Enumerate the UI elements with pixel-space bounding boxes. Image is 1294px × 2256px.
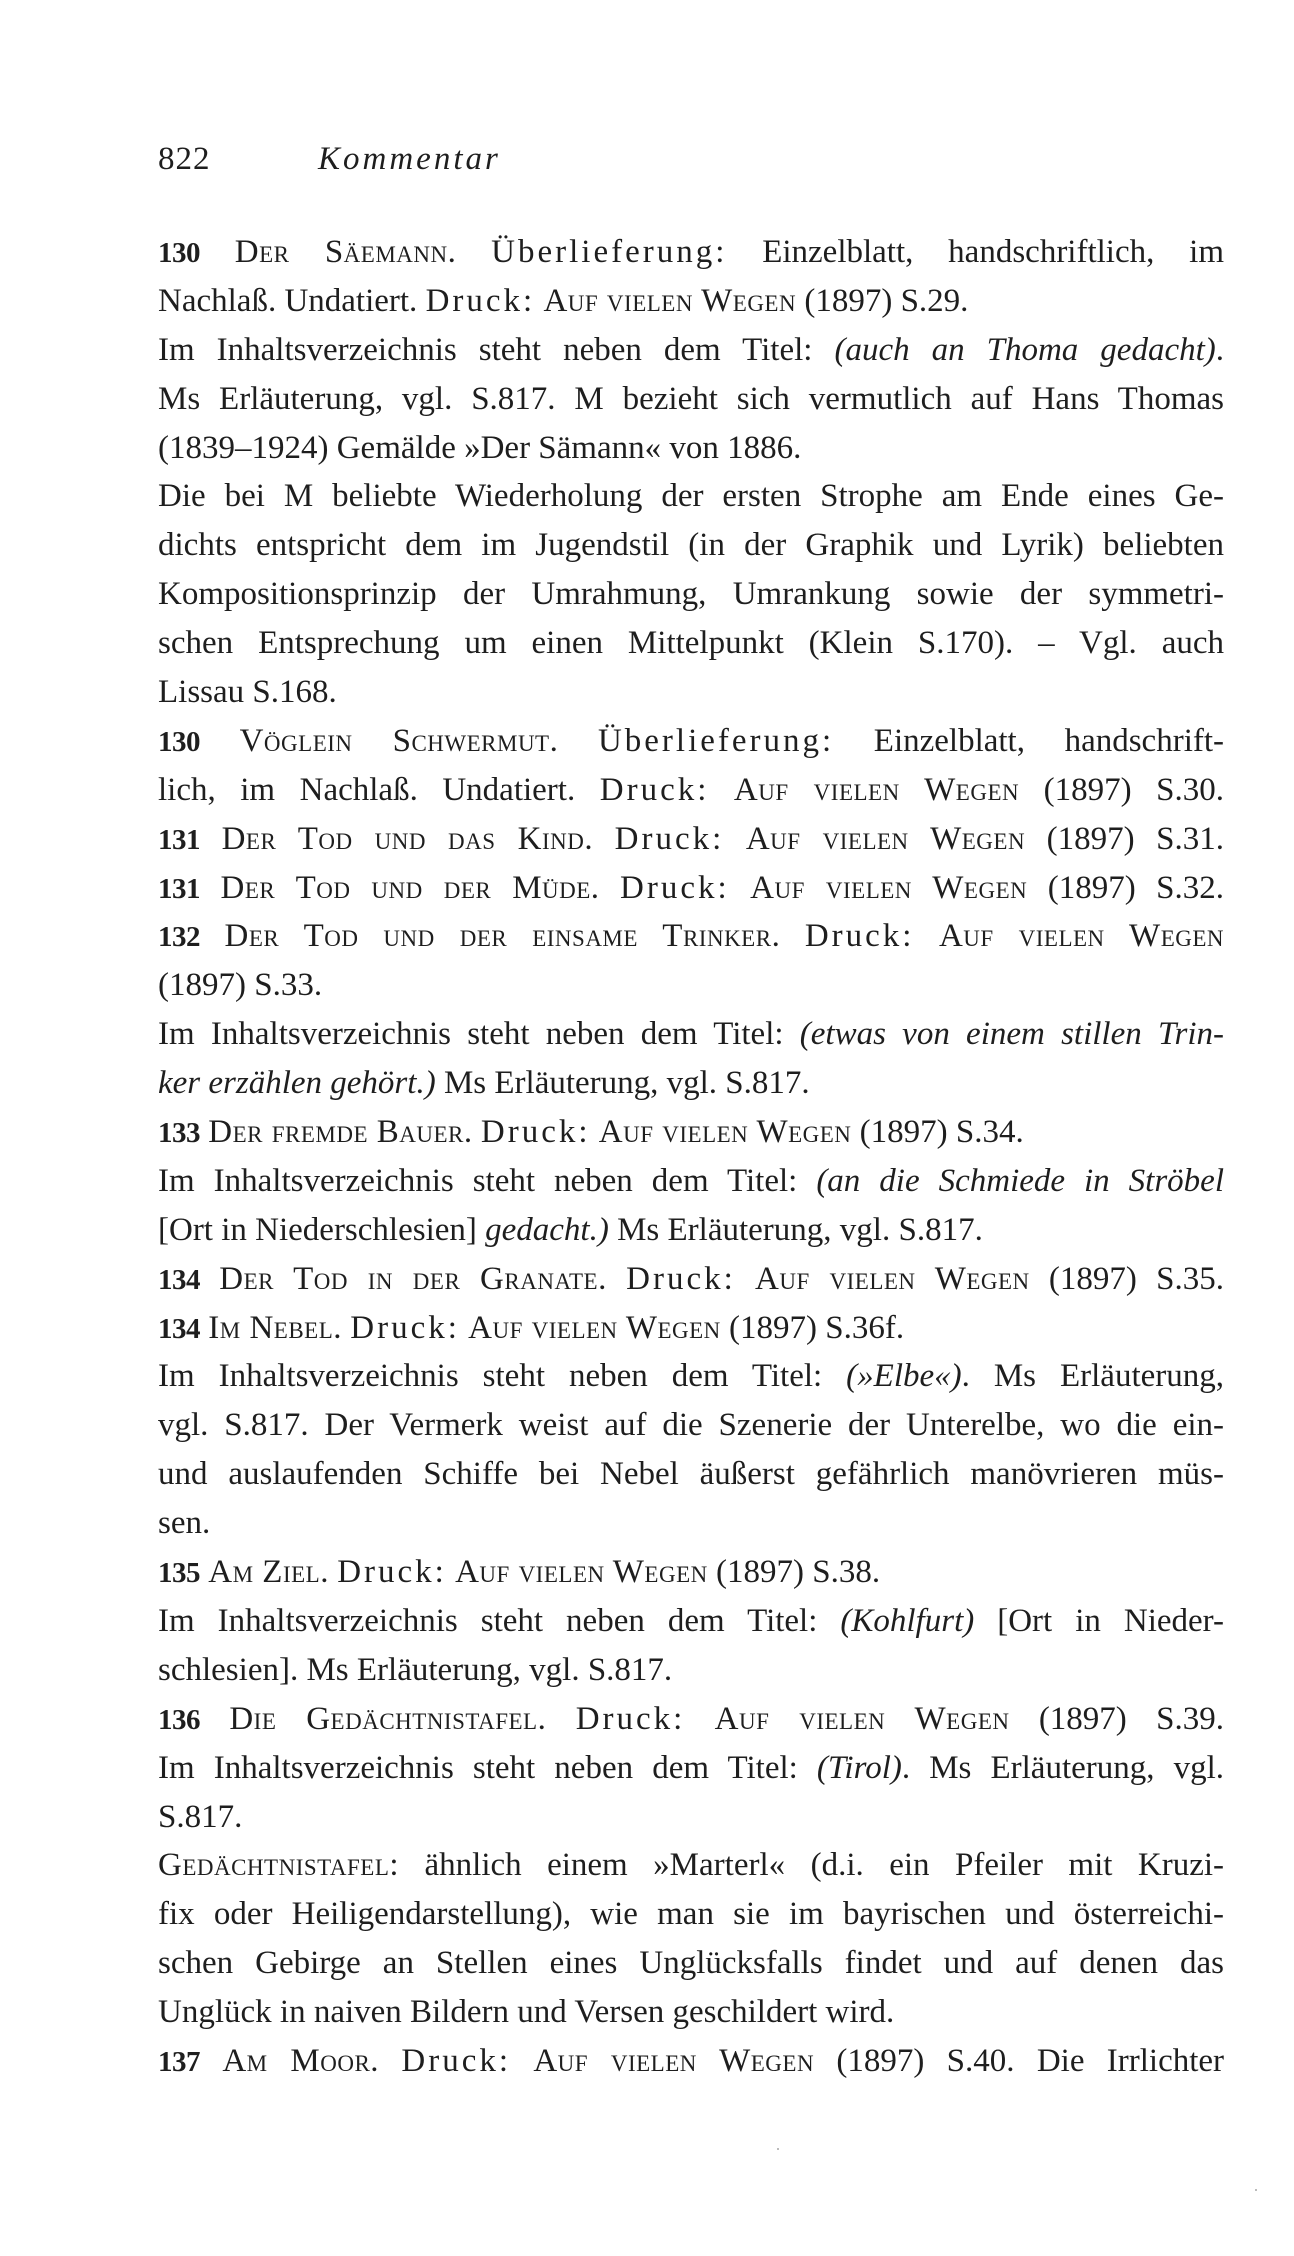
text-segment [736, 1261, 755, 1297]
text-segment [600, 870, 620, 906]
text-segment: Nachlaß. Undatiert. [158, 282, 426, 319]
entry-number: 131 [158, 872, 200, 905]
small-caps-title: Auf vielen Wegen [938, 918, 1224, 955]
text-segment: (1897) S.32. [1027, 869, 1224, 906]
italic-note: (Tirol) [816, 1749, 902, 1786]
text-line [158, 912, 1224, 961]
spaced-label: Druck: [401, 2042, 512, 2079]
text-segment: [Ort in Niederschlesien] [158, 1211, 486, 1248]
small-caps-title: Der Säemann. [234, 234, 457, 270]
italic-note: gedacht.) [485, 1211, 609, 1248]
scan-speck [777, 2148, 779, 2150]
spaced-label: Druck: [425, 282, 536, 319]
text-segment [685, 1701, 714, 1737]
spaced-label: Überlieferung: [491, 234, 728, 270]
text-segment [709, 772, 734, 808]
text-segment: Ms Erläuterung, vgl. S.817. M bezieht sich vermutlich auf Hans Thomas [158, 380, 1224, 417]
small-caps-title: Der Tod und der einsame Trinker. [224, 918, 781, 955]
text-line [158, 668, 1224, 717]
text-line [158, 570, 1224, 619]
italic-note: ker erzählen gehört.) [158, 1065, 436, 1102]
text-segment: . [1215, 331, 1224, 368]
small-caps-title: Am Ziel. [208, 1554, 329, 1591]
small-caps-title: Auf vielen Wegen [455, 1554, 708, 1591]
text-line [158, 1010, 1224, 1059]
text-line [158, 864, 1224, 913]
text-line [158, 1646, 1224, 1695]
text-segment: Ms Erläuterung, vgl. S.817. [608, 1211, 983, 1248]
small-caps-title: Auf vielen Wegen [745, 820, 1026, 857]
text-segment: (1897) S.33. [158, 967, 323, 1004]
text-segment: (1897) S.36f. [720, 1309, 905, 1346]
text-line [158, 1744, 1224, 1793]
small-caps-title: Auf vielen Wegen [533, 2042, 815, 2079]
spaced-label: Druck: [626, 1260, 736, 1297]
entry-number: 135 [158, 1557, 200, 1590]
text-segment: S.817. [158, 1798, 243, 1835]
text-segment [200, 1701, 229, 1737]
text-segment: (1897) S.38. [707, 1554, 881, 1591]
text-segment: (1897) S.34. [851, 1114, 1024, 1151]
text-segment [200, 918, 224, 954]
text-segment: dichts entspricht dem im Jugendstil (in der Graphik und Lyrik) beliebten [158, 527, 1224, 564]
text-line [158, 277, 1224, 326]
commentary-body [158, 228, 1224, 2086]
text-segment: (1897) S.39. [1009, 1700, 1224, 1737]
text-segment: Im Inhaltsverzeichnis steht neben dem Titel: [158, 1162, 817, 1199]
text-segment: (1897) S.29. [796, 282, 969, 319]
text-segment [200, 1261, 219, 1297]
text-segment [460, 1310, 468, 1346]
text-line [158, 1108, 1224, 1157]
entry-number: 134 [158, 1263, 200, 1296]
italic-note: (auch an Thoma gedacht) [834, 331, 1216, 368]
text-line [158, 1695, 1224, 1744]
entry-number: 137 [158, 2045, 200, 2078]
text-line [158, 1841, 1224, 1890]
text-line [158, 1988, 1224, 2037]
text-segment: Einzelblatt, handschrift- [834, 722, 1224, 759]
text-segment: Im Inhaltsverzeichnis steht neben dem Titel: [158, 1602, 841, 1639]
entry-number: 136 [158, 1703, 200, 1736]
text-segment: Im Inhaltsverzeichnis steht neben dem Titel: [158, 331, 835, 368]
spaced-label: Druck: [575, 1700, 686, 1737]
text-segment: (1897) S.30. [1019, 771, 1224, 808]
text-segment [200, 870, 220, 906]
small-caps-title: Gedächtnistafel: [158, 1847, 400, 1884]
text-segment [607, 1261, 626, 1297]
text-segment [724, 821, 746, 857]
page-number: 822 [158, 141, 211, 177]
text-segment: schen Entsprechung um einen Mittelpunkt (Klein S.170). – Vgl. auch [158, 625, 1224, 662]
text-line [158, 1401, 1224, 1450]
text-segment: Lissau S.168. [158, 674, 337, 711]
small-caps-title: Die Gedächtnistafel. [229, 1700, 547, 1737]
text-segment: Im Inhaltsverzeichnis steht neben dem Titel: [158, 1016, 800, 1053]
entry-number: 130 [158, 237, 200, 269]
text-line [158, 1939, 1224, 1988]
text-segment [558, 723, 598, 759]
spaced-label: Druck: [614, 820, 725, 857]
text-segment [447, 1554, 455, 1590]
text-line [158, 1255, 1224, 1304]
text-line [158, 472, 1224, 521]
text-line [158, 1059, 1224, 1108]
text-segment [200, 723, 240, 759]
text-segment: vgl. S.817. Der Vermerk weist auf die Szenerie der Unterelbe, wo die ein- [158, 1407, 1224, 1444]
spaced-label: Druck: [599, 771, 710, 808]
text-line [158, 1499, 1224, 1548]
text-segment [200, 821, 222, 857]
small-caps-title: Auf vielen Wegen [598, 1114, 852, 1151]
text-segment: Im Inhaltsverzeichnis steht neben dem Titel: [158, 1749, 817, 1786]
small-caps-title: Der Tod und das Kind. [221, 820, 594, 857]
text-segment [511, 2043, 533, 2079]
entry-number: 132 [158, 921, 200, 954]
text-line [158, 1597, 1224, 1646]
text-line [158, 375, 1224, 424]
text-line [158, 2037, 1224, 2086]
text-segment [546, 1701, 575, 1737]
text-segment [593, 821, 615, 857]
small-caps-title: Der Tod in der Granate. [219, 1260, 607, 1297]
small-caps-title: Im Nebel. [208, 1309, 343, 1346]
text-segment: (1897) S.35. [1029, 1260, 1224, 1297]
text-segment: (1839–1924) Gemälde »Der Sämann« von 1886. [158, 429, 802, 466]
text-segment [200, 2043, 222, 2079]
text-line [158, 1548, 1224, 1597]
entry-number: 130 [158, 725, 200, 758]
text-line [158, 961, 1224, 1010]
text-segment: . Ms Erläuterung, [961, 1358, 1224, 1395]
text-line [158, 1206, 1224, 1255]
text-segment [780, 918, 804, 954]
small-caps-title: Der fremde Bauer. [208, 1114, 473, 1151]
text-segment [379, 2043, 401, 2079]
text-line [158, 1793, 1224, 1842]
text-segment [200, 234, 235, 270]
text-line [158, 619, 1224, 668]
text-segment: ähnlich einem »Marterl« (d.i. ein Pfeiler mit Kruzi- [399, 1847, 1224, 1884]
text-segment [456, 234, 491, 270]
spaced-label: Druck: [480, 1114, 591, 1151]
text-line [158, 1304, 1224, 1353]
text-segment: schlesien]. Ms Erläuterung, vgl. S.817. [158, 1651, 673, 1688]
spaced-label: Druck: [620, 869, 730, 906]
text-line [158, 1352, 1224, 1401]
text-segment: lich, im Nachlaß. Undatiert. [158, 771, 600, 808]
small-caps-title: Am Moor. [222, 2042, 380, 2079]
small-caps-title: Vöglein Schwermut. [239, 722, 559, 759]
text-line [158, 521, 1224, 570]
text-segment: Kompositionsprinzip der Umrahmung, Umrankung sowie der symmetri- [158, 576, 1224, 613]
text-segment [200, 1310, 208, 1346]
text-segment [730, 870, 750, 906]
text-segment [200, 1554, 208, 1590]
spaced-label: Druck: [337, 1554, 447, 1591]
spaced-label: Druck: [804, 918, 915, 955]
text-segment [591, 1114, 599, 1150]
text-segment: [Ort in Nieder- [974, 1602, 1224, 1639]
entry-number: 133 [158, 1117, 200, 1150]
text-segment [329, 1554, 337, 1590]
text-line [158, 717, 1224, 766]
small-caps-title: Auf vielen Wegen [468, 1309, 721, 1346]
italic-note: (»Elbe«) [846, 1358, 962, 1395]
entry-number: 131 [158, 823, 200, 856]
text-segment: (1897) S.31. [1025, 820, 1224, 857]
text-segment: Die bei M beliebte Wiederholung der ersten Strophe am Ende eines Ge- [158, 478, 1224, 515]
text-segment [200, 1114, 208, 1150]
running-head-title: Kommentar [318, 141, 501, 177]
entry-number: 134 [158, 1312, 200, 1345]
text-line [158, 326, 1224, 375]
text-segment: . Ms Erläuterung, vgl. [901, 1749, 1224, 1786]
spaced-label: Druck: [350, 1309, 460, 1346]
text-segment: Einzelblatt, handschriftlich, im [727, 234, 1224, 270]
text-segment: sen. [158, 1505, 211, 1542]
small-caps-title: Auf vielen Wegen [543, 282, 797, 319]
italic-note: (Kohlfurt) [840, 1602, 975, 1639]
small-caps-title: Auf vielen Wegen [750, 869, 1028, 906]
text-segment: und auslaufenden Schiffe bei Nebel äußerst gefährlich manövrieren müs- [158, 1456, 1224, 1493]
text-line [158, 1890, 1224, 1939]
text-segment: Ms Erläuterung, vgl. S.817. [435, 1065, 810, 1102]
small-caps-title: Auf vielen Wegen [755, 1260, 1030, 1297]
small-caps-title: Auf vielen Wegen [714, 1700, 1010, 1737]
text-segment [473, 1114, 481, 1150]
text-line [158, 1157, 1224, 1206]
text-line [158, 815, 1224, 864]
text-line [158, 1450, 1224, 1499]
scan-speck [1255, 2189, 1257, 2191]
text-segment: Unglück in naiven Bildern und Versen geschildert wird. [158, 1994, 895, 2031]
small-caps-title: Der Tod und der Müde. [220, 869, 600, 906]
text-segment: fix oder Heiligendarstellung), wie man sie im bayrischen und österreichi- [158, 1896, 1224, 1933]
italic-note: (etwas von einem stillen Trin- [799, 1016, 1224, 1053]
spaced-label: Überlieferung: [597, 722, 835, 759]
text-line [158, 766, 1224, 815]
small-caps-title: Auf vielen Wegen [733, 771, 1020, 808]
text-segment [914, 918, 938, 954]
text-line [158, 424, 1224, 473]
text-segment: schen Gebirge an Stellen eines Unglücksfalls findet und auf denen das [158, 1945, 1224, 1982]
italic-note: (an die Schmiede in Ströbel [816, 1162, 1224, 1199]
text-segment: (1897) S.40. Die Irrlichter [814, 2042, 1224, 2079]
text-line [158, 228, 1224, 277]
text-segment: Im Inhaltsverzeichnis steht neben dem Titel: [158, 1358, 847, 1395]
